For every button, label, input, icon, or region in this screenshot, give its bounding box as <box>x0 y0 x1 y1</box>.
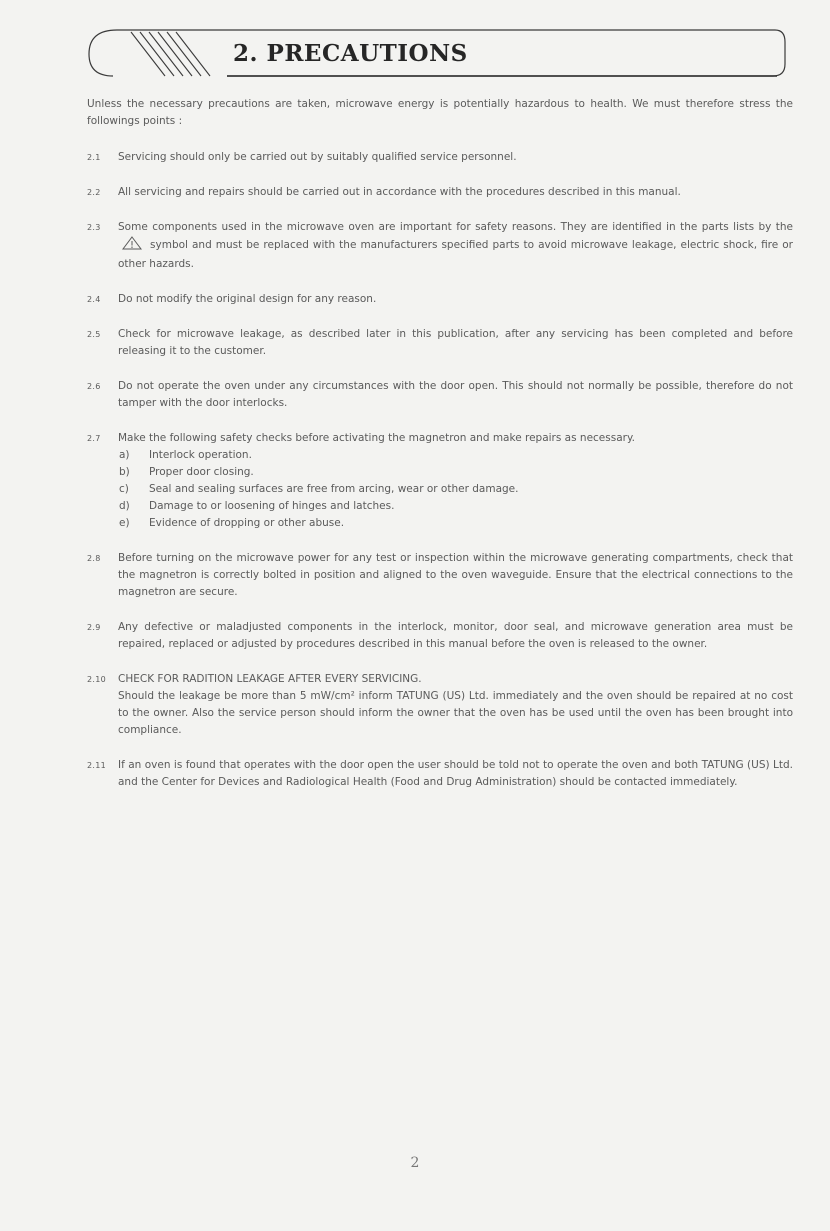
precaution-item-2-1 <box>87 149 793 166</box>
item-text <box>118 219 793 273</box>
precaution-item-2-5 <box>87 326 793 360</box>
list-item-text: Seal and sealing surfaces are free from arcing, wear or other damage. <box>149 483 519 495</box>
section-header <box>87 28 787 80</box>
precaution-item-2-6 <box>87 378 793 412</box>
safety-checks-list <box>118 447 793 532</box>
list-item <box>119 498 793 515</box>
list-item-text: Proper door closing. <box>149 466 254 478</box>
precaution-item-2-10 <box>87 671 793 739</box>
item-number: 2.3 <box>87 223 101 232</box>
list-item-text: Damage to or loosening of hinges and latches. <box>149 500 395 512</box>
item-text: Do not operate the oven under any circumstances with the door open. This should not normally be possible, therefore do not tamper with the door interlocks. <box>118 380 793 409</box>
item-text: Servicing should only be carried out by suitably qualified service personnel. <box>118 151 517 163</box>
list-item-letter: e) <box>119 517 130 529</box>
precaution-item-2-2 <box>87 184 793 201</box>
item-text: All servicing and repairs should be carried out in accordance with the procedures described in this manual. <box>118 186 681 198</box>
item-number: 2.4 <box>87 295 101 304</box>
list-item <box>119 447 793 464</box>
precautions-body <box>87 96 793 809</box>
list-item <box>119 515 793 532</box>
item-text: Check for microwave leakage, as described later in this publication, after any servicing has been completed and before releasing it to the customer. <box>118 328 793 357</box>
item-heading: CHECK FOR RADITION LEAKAGE AFTER EVERY SERVICING. <box>118 673 422 685</box>
list-item-letter: a) <box>119 449 130 461</box>
list-item-letter: d) <box>119 500 130 512</box>
precaution-item-2-4 <box>87 291 793 308</box>
item-text: Any defective or maladjusted components in the interlock, monitor, door seal, and microwave generation area must be repaired, replaced or adjusted by procedures described in this manual before the oven is released to the owner. <box>118 621 793 650</box>
page-title: 2. PRECAUTIONS <box>233 40 468 67</box>
item-text: If an oven is found that operates with the door open the user should be told not to operate the oven and both TATUNG (US) Ltd. and the Center for Devices and Radiological Health (Food and Drug Administration) should be contacted immediately. <box>118 759 793 788</box>
item-number: 2.7 <box>87 434 101 443</box>
precaution-item-2-9 <box>87 619 793 653</box>
item-number: 2.8 <box>87 554 101 563</box>
precaution-item-2-3 <box>87 219 793 273</box>
item-text: Make the following safety checks before activating the magnetron and make repairs as necessary. <box>118 432 636 444</box>
list-item <box>119 481 793 498</box>
item-text: Do not modify the original design for any reason. <box>118 293 377 305</box>
item-number: 2.5 <box>87 330 101 339</box>
list-item-letter: c) <box>119 483 129 495</box>
precaution-item-2-11 <box>87 757 793 791</box>
warning-triangle-icon <box>122 236 142 256</box>
item-number: 2.11 <box>87 761 107 770</box>
item-number: 2.1 <box>87 153 101 162</box>
item-number: 2.2 <box>87 188 101 197</box>
list-item-letter: b) <box>119 466 130 478</box>
list-item <box>119 464 793 481</box>
item-text-after-symbol: symbol and must be replaced with the manufacturers specified parts to avoid microwave leakage, electric shock, fire or other hazards. <box>118 239 793 270</box>
item-text: Before turning on the microwave power for any test or inspection within the microwave generating compartments, check that the magnetron is correctly bolted in position and aligned to the oven waveguide. Ensure that the electrical connections to the magnetron are secure. <box>118 552 793 598</box>
precaution-item-2-8 <box>87 550 793 601</box>
list-item-text: Interlock operation. <box>149 449 252 461</box>
precaution-item-2-7 <box>87 430 793 532</box>
item-number: 2.9 <box>87 623 101 632</box>
item-text-before-symbol: Some components used in the microwave oven are important for safety reasons. They are identified in the parts lists by the <box>118 221 793 233</box>
item-number: 2.10 <box>87 675 107 684</box>
list-item-text: Evidence of dropping or other abuse. <box>149 517 345 529</box>
page-number: 2 <box>410 1155 420 1171</box>
item-number: 2.6 <box>87 382 101 391</box>
intro-paragraph: Unless the necessary precautions are taken, microwave energy is potentially hazardous to health. We must therefore stress the followings points : <box>87 98 793 127</box>
item-text: Should the leakage be more than 5 mW/cm² inform TATUNG (US) Ltd. immediately and the oven should be repaired at no cost to the owner. Also the service person should inform the owner that the oven has be used until the oven has been brought into compliance. <box>118 690 793 736</box>
